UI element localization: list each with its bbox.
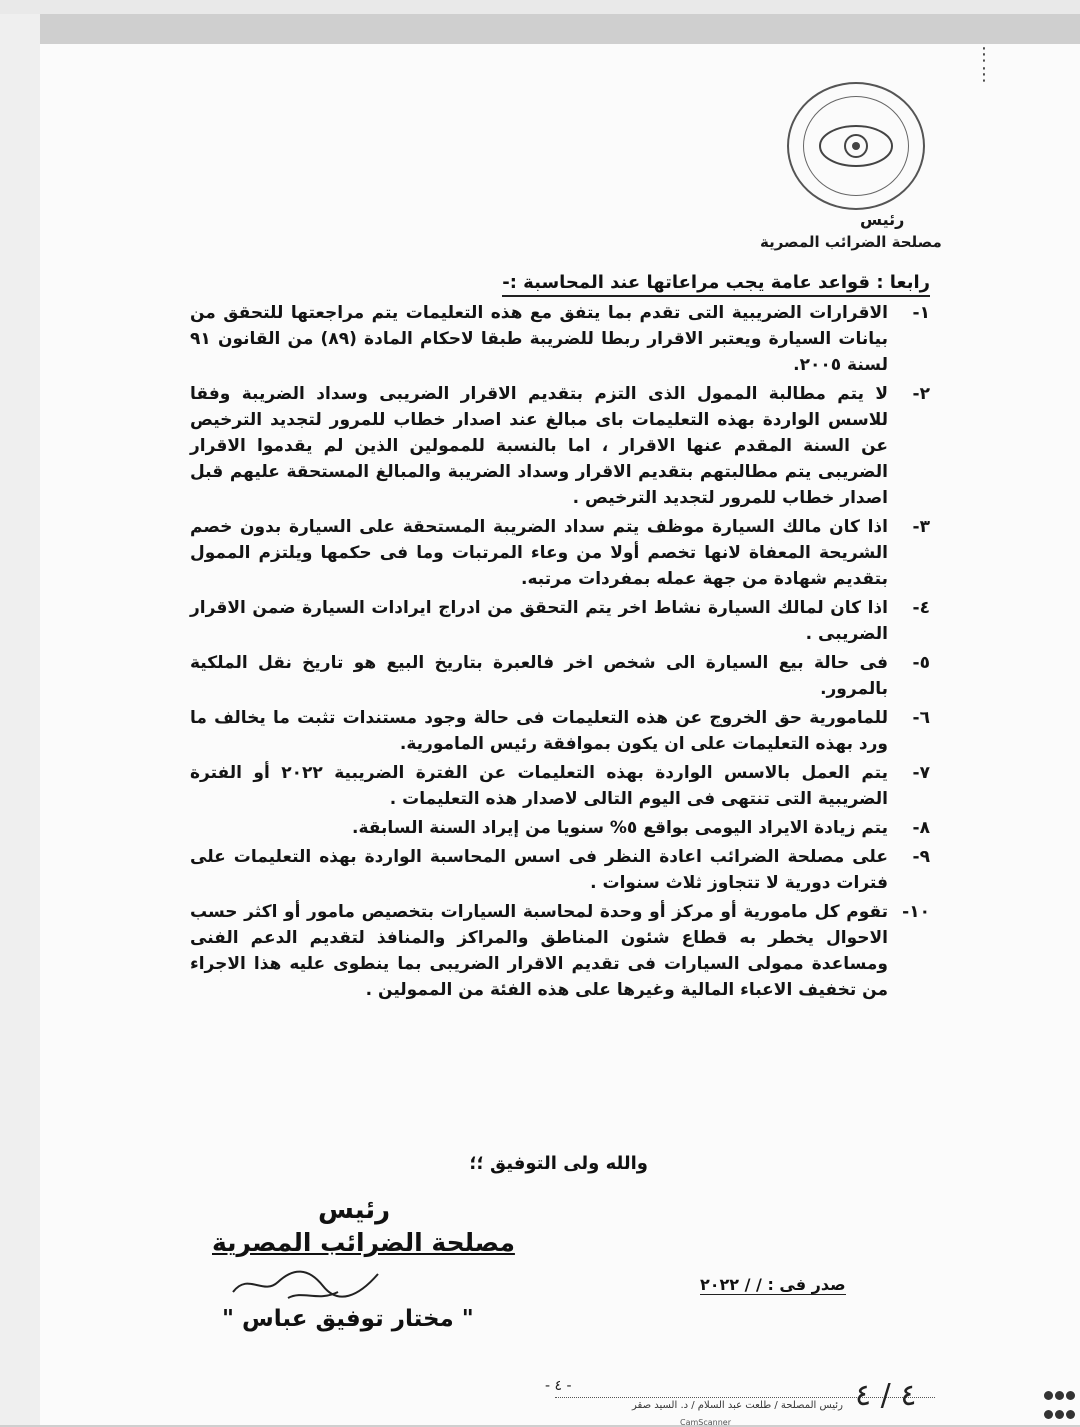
list-item (190, 760, 930, 812)
list-item (190, 815, 930, 841)
item-text: فى حالة بيع السيارة الى شخص اخر فالعبرة بتاريخ البيع هو تاريخ نقل الملكية بالمرور. (190, 653, 888, 699)
issued-date: صدر فى : / / ٢٠٢٢ (700, 1275, 846, 1294)
closing-phrase: والله ولى التوفيق ؛؛ (469, 1153, 648, 1174)
header-subtitle: مصلحة الضرائب المصرية (760, 233, 942, 251)
item-number: ٩- (912, 847, 930, 867)
item-number: ٤- (912, 598, 930, 618)
list-item (190, 514, 930, 592)
seal-inner-ring (803, 96, 909, 196)
signature-org: مصلحة الضرائب المصرية (212, 1228, 515, 1257)
item-number: ١- (912, 303, 930, 323)
header-title: رئيس (860, 210, 905, 229)
scanner-label: CamScanner (680, 1418, 732, 1427)
item-text: اذا كان لمالك السيارة نشاط اخر يتم التحقق من ادراج ايرادات السيارة ضمن الاقرار الضريبى . (190, 598, 888, 644)
page-number: - ٤ - (545, 1378, 572, 1394)
list-item (190, 300, 930, 378)
ministry-seal-icon (787, 82, 925, 210)
scan-marks: ⋮ ⋮ (975, 44, 993, 85)
list-item (190, 381, 930, 511)
list-item (190, 705, 930, 757)
left-margin-bar (0, 14, 40, 1425)
item-number: ٥- (912, 653, 930, 673)
footer-note: رئيس المصلحة / طلعت عبد السلام / د. السيد صقر (632, 1400, 843, 1411)
list-item (190, 595, 930, 647)
item-number: ٨- (912, 818, 930, 838)
item-number: ١٠- (902, 902, 930, 922)
rules-list (190, 300, 930, 1006)
item-number: ٦- (912, 708, 930, 728)
list-item (190, 844, 930, 896)
item-text: لا يتم مطالبة الممول الذى التزم بتقديم الاقرار الضريبى وسداد الضريبة وفقا للاسس الواردة بهذه التعليمات باى مبالغ عند اصدار خطاب للمرور لتجديد الترخيص عن السنة المقدم عنها الاقرار ، اما بالنسبة للممولين الذين لم يقدموا الاقرار الضريبى يتم مطالبتهم بتقديم الاقرار وسداد الضريبة والمبالغ المستحقة عليهم قبل اصدار خطاب للمرور لتجديد الترخيص . (190, 384, 888, 508)
item-text: تقوم كل مامورية أو مركز أو وحدة لمحاسبة السيارات بتخصيص مامور أو اكثر حسب الاحوال يخطر به قطاع شئون المناطق والمراكز والمنافذ لتقديم الدعم الفنى ومساعدة ممولى السيارات فى تقديم الاقرار الضريبى بما ينطوى عليه هذا الاجراء من تخفيف الاعباء المالية وغيرها على هذه الفئة من الممولين . (190, 902, 888, 1000)
section-heading: رابعا : قواعد عامة يجب مراعاتها عند المحاسبة :- (502, 272, 930, 297)
item-text: الاقرارات الضريبية التى تقدم بما يتفق مع هذه التعليمات يتم مراجعتها للتحقق من بيانات السيارة ويعتبر الاقرار ربطا للضريبة طبقا لاحكام المادة (٨٩) من القانون ٩١ لسنة ٢٠٠٥. (190, 303, 888, 375)
item-text: يتم زيادة الايراد اليومى بواقع ٥% سنويا من إيراد السنة السابقة. (352, 818, 888, 838)
signature-name: " مختار توفيق عباس " (222, 1306, 474, 1332)
eye-emblem-icon (804, 97, 908, 195)
top-bar (0, 0, 1080, 14)
menu-dots-icon[interactable] (1043, 1386, 1077, 1424)
list-item (190, 899, 930, 1003)
item-text: على مصلحة الضرائب اعادة النظر فى اسس المحاسبة الواردة بهذه التعليمات على فترات دورية لا تتجاوز ثلاث سنوات . (190, 847, 888, 893)
handwritten-signature-icon (228, 1262, 398, 1304)
item-number: ٢- (912, 384, 930, 404)
item-text: اذا كان مالك السيارة موظف يتم سداد الضريبة المستحقة على السيارة بدون خصم الشريحة المعفاة لانها تخصم أولا من وعاء المرتبات وما فى حكمها ويلتزم الممول بتقديم شهادة من جهة عمله بمفردات مرتبه. (190, 517, 888, 589)
list-item (190, 650, 930, 702)
signature-title: رئيس (318, 1195, 391, 1225)
item-number: ٧- (912, 763, 930, 783)
item-number: ٣- (912, 517, 930, 537)
page-fraction: ٤ / ٤ (855, 1378, 917, 1413)
item-text: يتم العمل بالاسس الواردة بهذه التعليمات عن الفترة الضريبية ٢٠٢٢ أو الفترة الضريبية التى تنتهى فى اليوم التالى لاصدار هذه التعليمات . (190, 763, 888, 809)
item-text: للمامورية حق الخروج عن هذه التعليمات فى حالة وجود مستندات تثبت ما يخالف ما ورد بهذه التعليمات على ان يكون بموافقة رئيس المامورية. (190, 708, 888, 754)
